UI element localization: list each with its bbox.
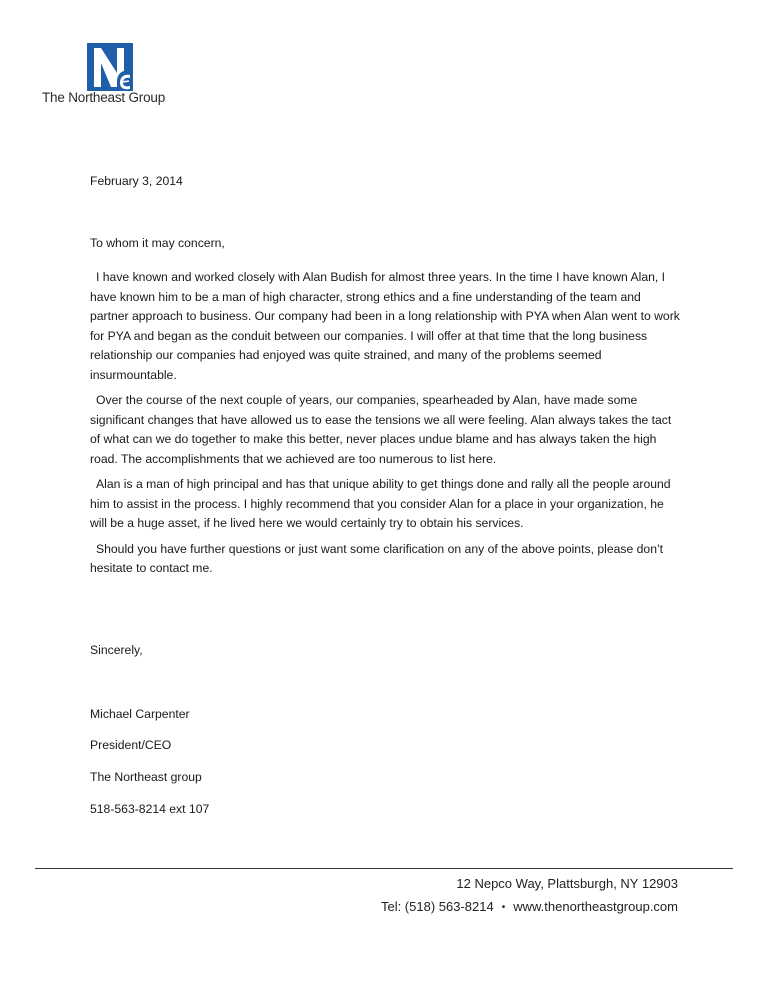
signer-title: President/CEO <box>90 738 172 752</box>
paragraph: Over the course of the next couple of years, our companies, spearheaded by Alan, have made some significant changes that have allowed us to ease the tensions we all were feeling. Alan always takes the tact of what can we do together to make this better, never places undue blame and has always taken the high road. The accomplishments that we achieved are too numerous to list here. <box>90 393 672 466</box>
letter-date: February 3, 2014 <box>90 174 183 188</box>
paragraph: Alan is a man of high principal and has that unique ability to get things done and rally all the people around him to assist in the process. I highly recommend that you consider Alan for a place in your organization, he will be a huge asset, if he lived here we would certainly try to obtain his services. <box>90 477 671 530</box>
northeast-logo-icon <box>87 43 133 91</box>
footer-address: 12 Nepco Way, Plattsburgh, NY 12903 <box>456 876 678 891</box>
footer-contact <box>381 899 678 914</box>
letter-body <box>90 268 680 585</box>
separator-dot: • <box>501 902 506 913</box>
signer-company: The Northeast group <box>90 770 202 784</box>
company-name: The Northeast Group <box>42 90 166 105</box>
paragraph: Should you have further questions or just want some clarification on any of the above points, please don’t hesitate to contact me. <box>90 541 664 575</box>
company-logo <box>42 43 182 109</box>
closing: Sincerely, <box>90 643 143 657</box>
signer-name: Michael Carpenter <box>90 707 190 721</box>
footer-divider <box>35 868 733 869</box>
footer-website[interactable]: www.thenortheastgroup.com <box>513 899 678 914</box>
footer-tel: Tel: (518) 563-8214 <box>380 899 494 914</box>
paragraph: I have known and worked closely with Alan Budish for almost three years. In the time I have known Alan, I have known him to be a man of high character, strong ethics and a fine understanding of the team and partner approach to business. Our company had been in a long relationship with PYA when Alan went to work for PYA and began as the conduit between our companies. I will offer at that time that the long business relationship our companies had enjoyed was quite strained, and many of the problems seemed insurmountable. <box>90 270 680 382</box>
signer-phone: 518-563-8214 ext 107 <box>90 802 210 816</box>
salutation: To whom it may concern, <box>90 236 225 250</box>
